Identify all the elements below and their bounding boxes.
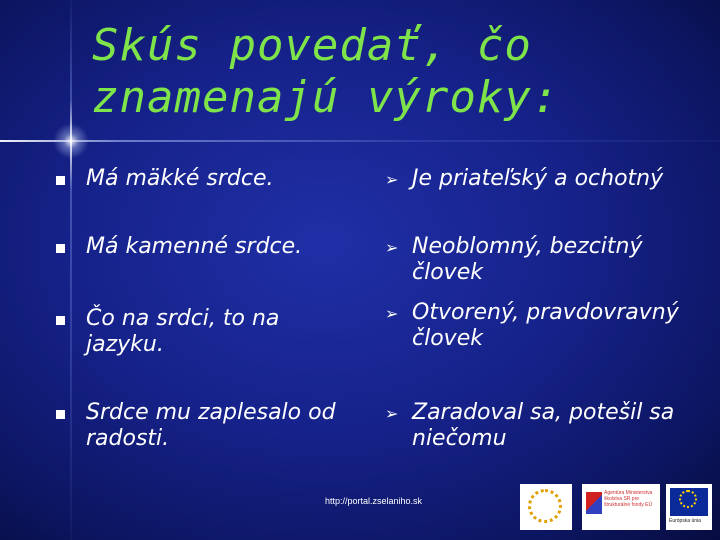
bullet-icon: [56, 176, 65, 185]
meaning-3: Otvorený, pravdovravný človek: [412, 300, 679, 351]
arrow-bullet-icon: ➢: [385, 238, 399, 257]
arrow-bullet-icon: ➢: [385, 170, 399, 189]
school-logo-ring: [528, 489, 562, 523]
decorative-glow: [50, 120, 92, 162]
agency-logo: [582, 484, 660, 530]
bullet-icon: [56, 316, 65, 325]
arrow-bullet-icon: ➢: [385, 404, 399, 423]
eu-logo: [666, 484, 712, 530]
bullet-icon: [56, 410, 65, 419]
meaning-2: Neoblomný, bezcitný človek: [412, 234, 643, 285]
phrase-2: Má kamenné srdce.: [86, 234, 303, 259]
phrase-3: Čo na srdci, to na jazyku.: [86, 306, 280, 357]
phrase-4: Srdce mu zaplesalo od radosti.: [86, 400, 336, 451]
decorative-vertical-line: [70, 0, 72, 540]
slide-title: Skús povedať, čo znamenajú výroky:: [92, 20, 560, 123]
decorative-horizontal-line: [0, 140, 720, 142]
meaning-4: Zaradoval sa, potešil sa niečomu: [412, 400, 675, 451]
eu-flag-icon: [670, 488, 708, 516]
meaning-1: Je priateľský a ochotný: [412, 166, 664, 191]
school-logo: [520, 484, 572, 530]
footer-url: http://portal.zselaniho.sk: [325, 496, 423, 506]
agency-logo-text: Agentúra Ministerstva školstva SR pre štrukturálne fondy EÚ: [604, 490, 653, 508]
bullet-icon: [56, 244, 65, 253]
eu-stars-icon: [679, 490, 697, 508]
agency-logo-mark: [586, 492, 602, 514]
phrase-1: Má mäkké srdce.: [86, 166, 274, 191]
eu-logo-text: Európska únia: [669, 518, 701, 524]
arrow-bullet-icon: ➢: [385, 304, 399, 323]
